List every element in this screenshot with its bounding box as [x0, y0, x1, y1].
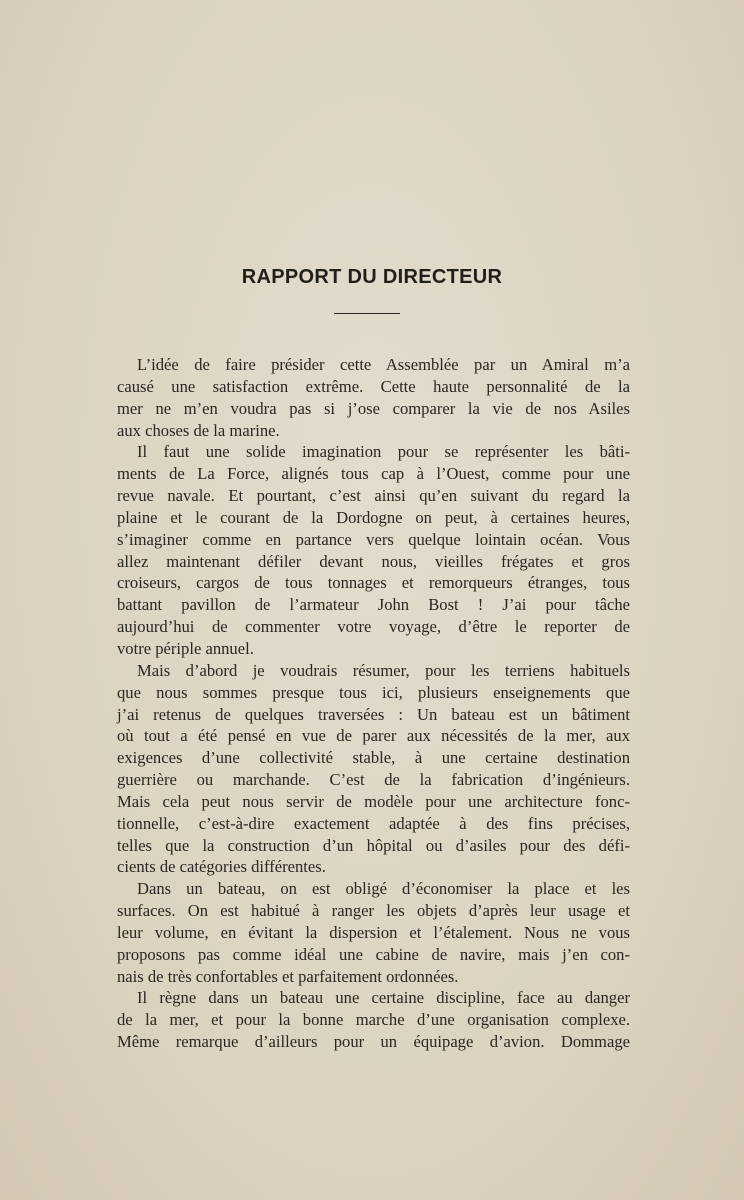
text-line: cients de catégories différentes. [117, 857, 326, 877]
paragraph [117, 987, 630, 1053]
text-line: Même remarque d’ailleurs pour un équipage d’avion. Dommage [117, 1032, 630, 1052]
text-line: aux choses de la marine. [117, 420, 280, 440]
report-body [117, 354, 630, 1053]
text-line: telles que la construction d’un hôpital ou d’asiles pour des défi- [117, 835, 630, 855]
text-line: mer ne m’en voudra pas si j’ose comparer la vie de nos Asiles [117, 398, 630, 418]
text-line: tionnelle, c’est-à-dire exactement adaptée à des fins précises, [117, 813, 630, 833]
text-line: Il faut une solide imagination pour se représenter les bâti- [137, 442, 630, 462]
text-line: votre périple annuel. [117, 638, 254, 658]
text-line: s’imaginer comme en partance vers quelque lointain océan. Vous [117, 529, 630, 549]
text-line: où tout a été pensé en vue de parer aux nécessités de la mer, aux [117, 726, 630, 746]
text-line: leur volume, en évitant la dispersion et l’étalement. Nous ne vous [117, 922, 630, 942]
text-line: battant pavillon de l’armateur John Bost ! J’ai pour tâche [117, 595, 630, 615]
title-rule [334, 313, 400, 314]
text-line: surfaces. On est habitué à ranger les objets d’après leur usage et [117, 901, 630, 921]
text-line: proposons pas comme idéal une cabine de navire, mais j’en con- [117, 944, 630, 964]
text-line: exigences d’une collectivité stable, à une certaine destination [117, 748, 630, 768]
text-line: ments de La Force, alignés tous cap à l’Ouest, comme pour une [117, 464, 630, 484]
text-line: Il règne dans un bateau une certaine discipline, face au danger [137, 988, 630, 1008]
text-line: Mais d’abord je voudrais résumer, pour les terriens habituels [137, 660, 630, 680]
text-line: allez maintenant défiler devant nous, vieilles frégates et gros [117, 551, 630, 571]
text-line: j’ai retenus de quelques traversées : Un bateau est un bâtiment [117, 704, 630, 724]
text-line: Mais cela peut nous servir de modèle pour une architecture fonc- [117, 791, 630, 811]
text-line: L’idée de faire présider cette Assemblée par un Amiral m’a [137, 355, 630, 374]
text-line: que nous sommes presque tous ici, plusieurs enseignements que [117, 682, 630, 702]
text-line: nais de très confortables et parfaitement ordonnées. [117, 966, 459, 986]
text-line: aujourd’hui de commenter votre voyage, d’être le reporter de [117, 617, 630, 637]
paragraph [117, 441, 630, 659]
paragraph [117, 878, 630, 987]
text-line: de la mer, et pour la bonne marche d’une organisation complexe. [117, 1010, 630, 1030]
text-line: revue navale. Et pourtant, c’est ainsi qu’en suivant du regard la [117, 486, 630, 506]
paragraph [117, 660, 630, 878]
text-line: guerrière ou marchande. C’est de la fabrication d’ingénieurs. [117, 770, 630, 790]
text-line: croiseurs, cargos de tous tonnages et remorqueurs étranges, tous [117, 573, 630, 593]
text-line: plaine et le courant de la Dordogne on peut, à certaines heures, [117, 507, 630, 527]
page-title: RAPPORT DU DIRECTEUR [241, 266, 503, 288]
text-line: causé une satisfaction extrême. Cette haute personnalité de la [117, 376, 630, 396]
paragraph [117, 354, 630, 441]
text-line: Dans un bateau, on est obligé d’économiser la place et les [137, 879, 630, 899]
